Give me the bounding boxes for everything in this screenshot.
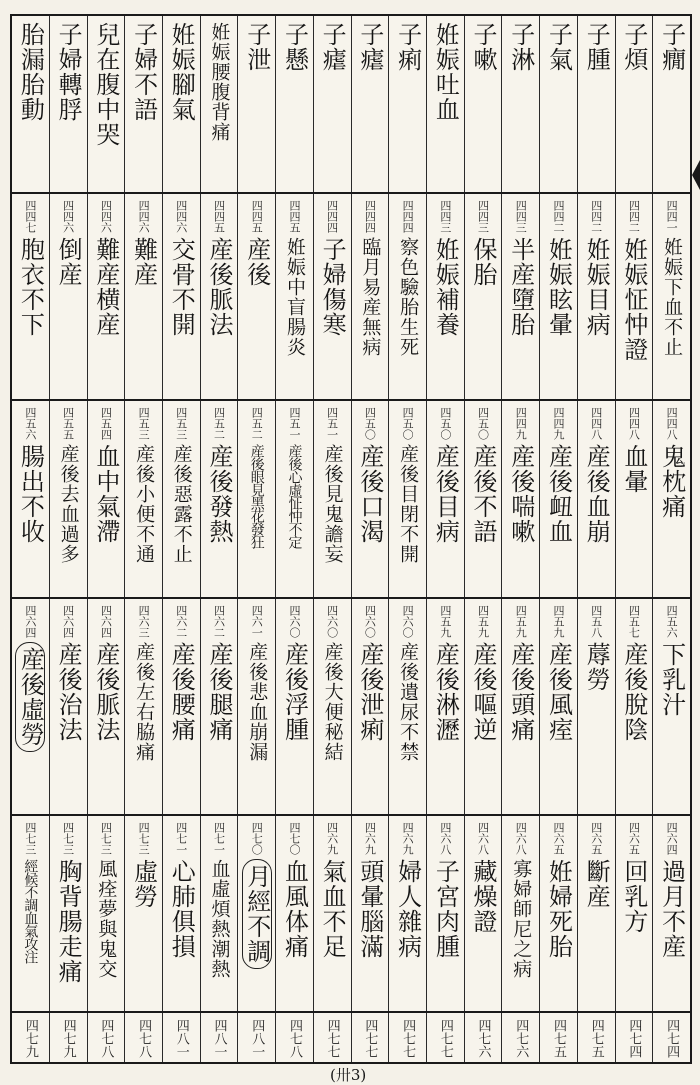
page-ref: 四六九: [325, 821, 339, 855]
page-ref: 四八一: [211, 1019, 227, 1059]
index-entry: [49, 599, 87, 814]
index-entry: [501, 194, 539, 399]
index-entry: [200, 1013, 238, 1062]
entry-title: 婦人雜病: [393, 858, 422, 959]
index-entry: [652, 1013, 690, 1062]
page-ref: 四六〇: [401, 604, 415, 638]
index-entry: [615, 1013, 653, 1062]
entry-title: 産後浮腫: [280, 641, 309, 742]
page-ref: 四七八: [98, 1019, 114, 1059]
index-entry: [237, 401, 275, 596]
page-ref: 四四七: [23, 199, 37, 233]
entry-title: 子瘧: [318, 22, 347, 72]
entry-title: 難産横産: [91, 236, 120, 337]
entry-title: 産後不語: [469, 444, 498, 545]
index-entry: [313, 401, 351, 596]
index-entry: [313, 194, 351, 399]
page-ref: 四四四: [325, 199, 339, 233]
page-ref: 四四三: [514, 199, 528, 233]
entry-title: 産後眼見黑花發狂: [248, 444, 265, 549]
page-ref: 四四八: [627, 407, 641, 441]
entry-title: 月經不調: [242, 859, 272, 969]
entry-title: 産後小便不通: [133, 444, 156, 565]
index-entry: [388, 401, 426, 596]
index-entry: [577, 16, 615, 192]
page-ref: 四五六: [665, 604, 679, 638]
entry-title: 産後目病: [431, 444, 460, 545]
page-ref: 四六四: [665, 821, 679, 855]
entry-title: 産後脈法: [91, 641, 120, 742]
page-ref: 四六五: [589, 821, 603, 855]
page-ref: 四五二: [250, 407, 264, 441]
index-entry: [162, 194, 200, 399]
index-entry: [275, 401, 313, 596]
entry-title: 風痊夢與鬼交: [95, 858, 118, 979]
index-entry: [124, 599, 162, 814]
index-entry: [49, 816, 87, 1011]
entry-title: 過月不産: [657, 858, 686, 959]
index-entry: [615, 816, 653, 1011]
page-ref: 四六二: [212, 604, 226, 638]
page-ref: 四四六: [99, 199, 113, 233]
entry-title: 産後發熱: [205, 444, 234, 545]
entry-title: 産後脫陰: [619, 641, 648, 742]
entry-title: 子泄: [242, 22, 271, 72]
page-ref: 四四八: [589, 407, 603, 441]
index-entry: [87, 194, 125, 399]
page-ref: 四七九: [22, 1019, 38, 1059]
page-ref: 四七三: [23, 821, 37, 855]
index-entry: [426, 816, 464, 1011]
page-ref: 四四六: [61, 199, 75, 233]
page-ref: 四六四: [99, 604, 113, 638]
page-ref: 四六九: [363, 821, 377, 855]
index-entry: [87, 816, 125, 1011]
index-entry: [87, 16, 125, 192]
page-ref: 四七四: [626, 1019, 642, 1059]
page-ref: 四五五: [61, 407, 75, 441]
entry-title: 氣血不足: [318, 858, 347, 959]
index-entry: [388, 599, 426, 814]
page-ref: 四四二: [589, 199, 603, 233]
entry-title: 血中氣滯: [91, 444, 120, 545]
entry-title: 子嗽: [469, 22, 498, 72]
page-ref: 四四四: [363, 199, 377, 233]
entry-title: 産後嘔逆: [469, 641, 498, 742]
entry-title: 血虛煩熱潮熱: [208, 858, 231, 979]
page-ref: 四七〇: [287, 821, 301, 855]
page-ref: 四四五: [212, 199, 226, 233]
index-entry: [539, 16, 577, 192]
index-entry: [275, 1013, 313, 1062]
index-band-1: [12, 16, 690, 194]
index-entry: [275, 16, 313, 192]
index-entry: [615, 599, 653, 814]
index-entry: [124, 1013, 162, 1062]
page-ref: 四七八: [136, 1019, 152, 1059]
index-entry: [200, 16, 238, 192]
entry-title: 胞衣不下: [16, 236, 45, 337]
index-entry: [388, 1013, 426, 1062]
index-band-5: [12, 816, 690, 1013]
entry-title: 子懸: [280, 22, 309, 72]
index-entry: [49, 16, 87, 192]
index-entry: [501, 1013, 539, 1062]
page-ref: 四六〇: [363, 604, 377, 638]
page-ref: 四四五: [250, 199, 264, 233]
page-ref: 四四九: [514, 407, 528, 441]
entry-title: 難産: [129, 236, 158, 287]
page-ref: 四五一: [325, 407, 339, 441]
page-ref: 四八一: [173, 1019, 189, 1059]
entry-title: 半産墮胎: [506, 236, 535, 337]
page-ref: 四七六: [513, 1019, 529, 1059]
index-entry: [388, 16, 426, 192]
entry-title: 斷産: [582, 858, 611, 909]
entry-title: 倒産: [54, 236, 83, 287]
index-entry: [124, 401, 162, 596]
index-entry: [87, 401, 125, 596]
entry-title: 藏燥證: [469, 858, 498, 934]
entry-title: 産後心虛怔忡不定: [286, 444, 303, 549]
page-number: (卅3): [330, 1066, 367, 1084]
index-entry: [351, 401, 389, 596]
index-entry: [275, 194, 313, 399]
page-ref: 四四六: [174, 199, 188, 233]
entry-title: 交骨不開: [167, 236, 196, 337]
entry-title: 子瘧: [355, 22, 384, 72]
index-entry: [200, 401, 238, 596]
index-entry: [12, 16, 49, 192]
page-ref: 四七三: [137, 821, 151, 855]
page-ref: 四七一: [212, 821, 226, 855]
index-entry: [351, 1013, 389, 1062]
index-entry: [501, 599, 539, 814]
index-entry: [426, 401, 464, 596]
entry-title: 子腫: [582, 22, 611, 72]
entry-title: 姙娠腳氣: [167, 22, 196, 122]
page-ref: 四六九: [401, 821, 415, 855]
index-entry: [124, 816, 162, 1011]
index-entry: [313, 599, 351, 814]
page-ref: 四四九: [551, 407, 565, 441]
page-ref: 四七〇: [250, 821, 264, 855]
page-ref: 四七三: [99, 821, 113, 855]
page-ref: 四七九: [60, 1019, 76, 1059]
page-ref: 四五九: [438, 604, 452, 638]
entry-title: 腸出不收: [16, 444, 45, 545]
entry-title: 産後口渴: [355, 444, 384, 545]
index-entry: [87, 1013, 125, 1062]
index-entry: [351, 16, 389, 192]
entry-title: 産後治法: [54, 641, 83, 742]
index-entry: [162, 599, 200, 814]
entry-title: 子宮肉腫: [431, 858, 460, 959]
index-entry: [501, 401, 539, 596]
page-ref: 四四二: [627, 199, 641, 233]
page-ref: 四七八: [286, 1019, 302, 1059]
entry-title: 心肺俱損: [167, 858, 196, 959]
index-entry: [539, 599, 577, 814]
index-entry: [615, 16, 653, 192]
index-entry: [539, 194, 577, 399]
page-ref: 四七四: [664, 1019, 680, 1059]
index-entry: [313, 1013, 351, 1062]
index-entry: [388, 816, 426, 1011]
index-entry: [49, 1013, 87, 1062]
index-entry: [313, 16, 351, 192]
entry-title: 胎漏胎動: [16, 22, 45, 122]
index-entry: [652, 16, 690, 192]
index-entry: [200, 599, 238, 814]
page-ref: 四七三: [61, 821, 75, 855]
page-ref: 四五三: [137, 407, 151, 441]
index-entry: [464, 401, 502, 596]
index-band-2: [12, 194, 690, 401]
page-ref: 四六八: [514, 821, 528, 855]
entry-title: 臨月易産無病: [359, 236, 382, 357]
index-entry: [577, 194, 615, 399]
entry-title: 産後頭痛: [506, 641, 535, 742]
page-ref: 四五九: [514, 604, 528, 638]
entry-title: 下乳汁: [657, 641, 686, 717]
page-ref: 四六五: [551, 821, 565, 855]
page-ref: 四四五: [287, 199, 301, 233]
index-entry: [426, 16, 464, 192]
index-entry: [577, 816, 615, 1011]
entry-title: 姙娠目病: [582, 236, 611, 337]
entry-title: 頭暈腦滿: [355, 858, 384, 959]
index-table: [10, 14, 692, 1064]
index-entry: [351, 194, 389, 399]
index-band-6: [12, 1013, 690, 1062]
index-entry: [49, 401, 87, 596]
index-entry: [124, 194, 162, 399]
page-ref: 四八一: [249, 1019, 265, 1059]
page-ref: 四六二: [174, 604, 188, 638]
index-entry: [539, 1013, 577, 1062]
index-entry: [162, 401, 200, 596]
page-ref: 四五〇: [401, 407, 415, 441]
entry-title: 産後淋瀝: [431, 641, 460, 742]
index-entry: [351, 816, 389, 1011]
page-ref: 四五一: [287, 407, 301, 441]
entry-title: 産後大便秘結: [321, 641, 344, 762]
index-entry: [237, 816, 275, 1011]
page-ref: 四四三: [476, 199, 490, 233]
entry-title: 産後血崩: [582, 444, 611, 545]
index-entry: [426, 194, 464, 399]
page-ref: 四六八: [476, 821, 490, 855]
index-entry: [12, 599, 49, 814]
entry-title: 姙娠怔忡證: [619, 236, 648, 362]
page-ref: 四四三: [438, 199, 452, 233]
index-entry: [501, 816, 539, 1011]
index-entry: [464, 16, 502, 192]
index-entry: [464, 599, 502, 814]
entry-title: 産後風痓: [544, 641, 573, 742]
edge-tab-mark: [692, 160, 700, 190]
page-ref: 四五二: [212, 407, 226, 441]
index-entry: [426, 599, 464, 814]
page-ref: 四七七: [437, 1019, 453, 1059]
page-ref: 四四二: [551, 199, 565, 233]
entry-title: 鬼枕痛: [657, 444, 686, 520]
index-entry: [539, 401, 577, 596]
entry-title: 蓐勞: [582, 641, 611, 692]
entry-title: 子婦轉脬: [54, 22, 83, 122]
page-ref: 四七五: [588, 1019, 604, 1059]
index-entry: [351, 599, 389, 814]
entry-title: 胸背腸走痛: [54, 858, 83, 984]
page-ref: 四四四: [401, 199, 415, 233]
page-ref: 四四六: [137, 199, 151, 233]
page-ref: 四六四: [23, 604, 37, 638]
index-entry: [12, 816, 49, 1011]
page-ref: 四六〇: [325, 604, 339, 638]
index-entry: [539, 816, 577, 1011]
entry-title: 子痢: [393, 22, 422, 72]
index-entry: [162, 1013, 200, 1062]
entry-title: 子癇: [657, 22, 686, 72]
page-ref: 四七五: [550, 1019, 566, 1059]
index-entry: [388, 194, 426, 399]
index-entry: [501, 16, 539, 192]
entry-title: 血暈: [619, 444, 648, 495]
page-ref: 四五八: [589, 604, 603, 638]
page-ref: 四七一: [174, 821, 188, 855]
entry-title: 産後脈法: [205, 236, 234, 337]
page-ref: 四五〇: [476, 407, 490, 441]
entry-title: 産後喘嗽: [506, 444, 535, 545]
index-entry: [577, 401, 615, 596]
index-entry: [275, 816, 313, 1011]
index-entry: [464, 816, 502, 1011]
entry-title: 虛勞: [129, 858, 158, 909]
entry-title: 姙娠中盲腸炎: [283, 236, 306, 357]
index-entry: [87, 599, 125, 814]
index-entry: [652, 194, 690, 399]
entry-title: 寡婦師尼之病: [510, 858, 533, 979]
page-ref: 四五七: [627, 604, 641, 638]
entry-title: 産後左右脇痛: [133, 641, 156, 762]
index-entry: [275, 599, 313, 814]
entry-title: 産後目閉不開: [397, 444, 420, 565]
entry-title: 姙娠下血不止: [661, 236, 684, 357]
entry-title: 姙娠吐血: [431, 22, 460, 122]
entry-title: 子氣: [544, 22, 573, 72]
page-ref: 四五〇: [363, 407, 377, 441]
entry-title: 産後去血過多: [57, 444, 80, 565]
entry-title: 産後惡露不止: [170, 444, 193, 565]
entry-title: 産後腰痛: [167, 641, 196, 742]
entry-title: 子煩: [619, 22, 648, 72]
index-entry: [12, 1013, 49, 1062]
index-entry: [577, 1013, 615, 1062]
index-entry: [162, 16, 200, 192]
page-ref: 四四八: [665, 407, 679, 441]
index-entry: [615, 401, 653, 596]
page-ref: 四七七: [362, 1019, 378, 1059]
index-entry: [237, 194, 275, 399]
entry-title: 産後泄痢: [355, 641, 384, 742]
index-entry: [237, 599, 275, 814]
page-ref: 四五九: [476, 604, 490, 638]
index-band-3: [12, 401, 690, 598]
entry-title: 産後衄血: [544, 444, 573, 545]
page-ref: 四五四: [99, 407, 113, 441]
page-ref: 四七六: [475, 1019, 491, 1059]
page-ref: 四七七: [400, 1019, 416, 1059]
entry-title: 姙娠腰腹背痛: [208, 22, 231, 142]
index-entry: [652, 401, 690, 596]
page-ref: 四四一: [665, 199, 679, 233]
entry-title: 産後見鬼譫妄: [321, 444, 344, 565]
index-entry: [652, 599, 690, 814]
index-entry: [124, 16, 162, 192]
page-ref: 四六一: [250, 604, 264, 638]
entry-title: 回乳方: [619, 858, 648, 934]
page-ref: 四六四: [61, 604, 75, 638]
entry-title: 姙娠眩暈: [544, 236, 573, 337]
index-entry: [12, 194, 49, 399]
entry-title: 産後悲血崩漏: [246, 641, 269, 762]
page-ref: 四七七: [324, 1019, 340, 1059]
page-ref: 四六三: [137, 604, 151, 638]
entry-title: 保胎: [469, 236, 498, 287]
index-entry: [577, 599, 615, 814]
entry-title: 子婦不語: [129, 22, 158, 122]
index-entry: [162, 816, 200, 1011]
index-entry: [237, 1013, 275, 1062]
page-ref: 四六〇: [287, 604, 301, 638]
page-ref: 四五〇: [438, 407, 452, 441]
entry-title: 兒在腹中哭: [91, 22, 120, 147]
entry-title: 姙娠補養: [431, 236, 460, 337]
index-entry: [615, 194, 653, 399]
index-entry: [237, 16, 275, 192]
page-ref: 四五六: [23, 407, 37, 441]
index-entry: [313, 816, 351, 1011]
index-band-4: [12, 599, 690, 816]
index-entry: [464, 1013, 502, 1062]
index-entry: [49, 194, 87, 399]
entry-title: 血風体痛: [280, 858, 309, 959]
entry-title: 子淋: [506, 22, 535, 72]
entry-title: 經候不調血氣攻注: [22, 858, 39, 963]
index-entry: [200, 816, 238, 1011]
page-ref: 四六五: [627, 821, 641, 855]
page-ref: 四五九: [551, 604, 565, 638]
page-ref: 四六八: [438, 821, 452, 855]
page-ref: 四五三: [174, 407, 188, 441]
entry-title: 産後遺尿不禁: [397, 641, 420, 762]
entry-title: 産後腿痛: [205, 641, 234, 742]
index-entry: [12, 401, 49, 596]
entry-title: 姙婦死胎: [544, 858, 573, 959]
index-entry: [200, 194, 238, 399]
entry-title: 子婦傷寒: [318, 236, 347, 337]
entry-title: 察色驗胎生死: [397, 236, 420, 357]
entry-title: 産後虛勞: [15, 642, 45, 752]
entry-title: 産後: [242, 236, 271, 287]
index-entry: [652, 816, 690, 1011]
index-entry: [426, 1013, 464, 1062]
index-entry: [464, 194, 502, 399]
